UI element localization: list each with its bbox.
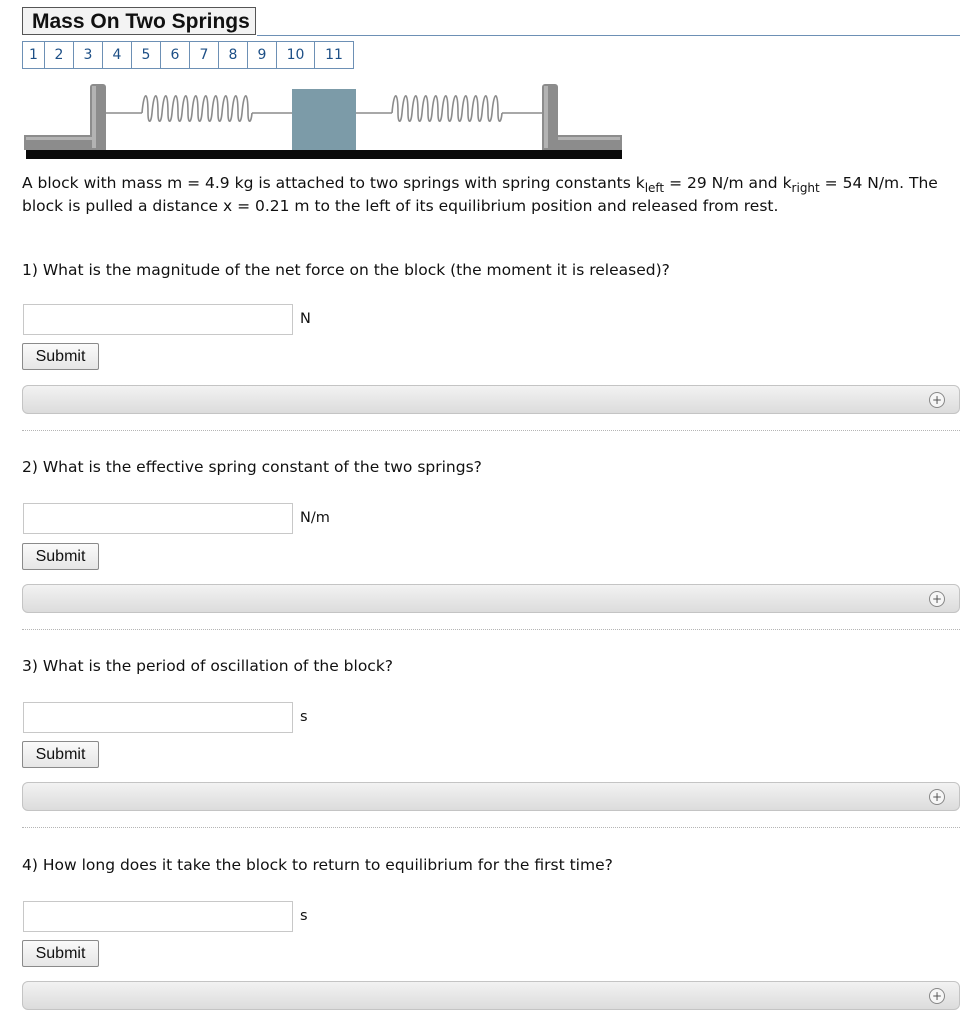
left-spring (106, 96, 292, 122)
plus-circle-icon[interactable]: + (929, 988, 945, 1004)
statement-sub-left: left (644, 181, 665, 195)
question-3-hint-bar[interactable] (22, 782, 960, 811)
page-link-9[interactable]: 9 (248, 42, 277, 68)
mass-spring-diagram (24, 80, 624, 162)
question-2-submit-button[interactable]: Submit (22, 543, 99, 570)
question-4-text: 4) How long does it take the block to return to equilibrium for the first time? (22, 856, 613, 874)
question-2-answer-input[interactable] (23, 503, 293, 534)
question-4-unit: s (300, 908, 308, 924)
statement-sub-right: right (791, 181, 820, 195)
page-link-1[interactable]: 1 (23, 42, 45, 68)
page-link-5[interactable]: 5 (132, 42, 161, 68)
plus-circle-icon[interactable]: + (929, 591, 945, 607)
page-link-6[interactable]: 6 (161, 42, 190, 68)
left-wall (24, 84, 106, 150)
statement-part-2: = 29 N/m and k (664, 174, 792, 192)
page-link-4[interactable]: 4 (103, 42, 132, 68)
question-4-submit-button[interactable]: Submit (22, 940, 99, 967)
question-4-hint-bar[interactable] (22, 981, 960, 1010)
plus-circle-icon[interactable]: + (929, 392, 945, 408)
question-1-text: 1) What is the magnitude of the net force on the block (the moment it is released)? (22, 261, 670, 279)
plus-circle-icon[interactable]: + (929, 789, 945, 805)
right-spring (356, 96, 542, 122)
statement-part-1: A block with mass m = 4.9 kg is attached to two springs with spring constants k (22, 174, 645, 192)
question-3-submit-button[interactable]: Submit (22, 741, 99, 768)
question-2-hint-bar[interactable] (22, 584, 960, 613)
page-link-3[interactable]: 3 (74, 42, 103, 68)
statement-part-3: = 54 N/m. The block is pulled a distance x = 0.21 m to the left of its equilibrium position and released from rest. (22, 174, 938, 215)
question-1-answer-input[interactable] (23, 304, 293, 335)
question-3-unit: s (300, 709, 308, 725)
question-separator (22, 629, 960, 630)
page-link-10[interactable]: 10 (277, 42, 315, 68)
page-link-11[interactable]: 11 (325, 47, 343, 63)
right-wall (542, 84, 622, 150)
question-1-submit-button[interactable]: Submit (22, 343, 99, 370)
question-1-hint-bar[interactable] (22, 385, 960, 414)
page-title: Mass On Two Springs (22, 7, 256, 35)
problem-pager (22, 41, 354, 69)
question-2-unit: N/m (300, 510, 330, 526)
question-separator (22, 430, 960, 431)
problem-statement (22, 172, 952, 218)
page-link-8[interactable]: 8 (219, 42, 248, 68)
floor (26, 150, 622, 159)
question-2-text: 2) What is the effective spring constant of the two springs? (22, 458, 482, 476)
question-3-text: 3) What is the period of oscillation of the block? (22, 657, 394, 675)
question-separator (22, 827, 960, 828)
question-1-unit: N (300, 311, 311, 327)
mass-block (292, 89, 356, 150)
title-divider (257, 35, 960, 36)
page-link-7[interactable]: 7 (190, 42, 219, 68)
question-4-answer-input[interactable] (23, 901, 293, 932)
page-link-2[interactable]: 2 (45, 42, 74, 68)
question-3-answer-input[interactable] (23, 702, 293, 733)
